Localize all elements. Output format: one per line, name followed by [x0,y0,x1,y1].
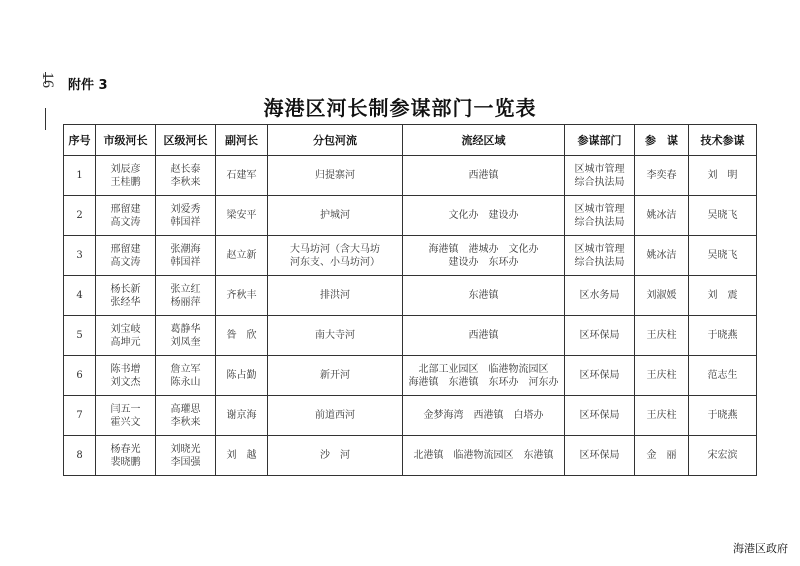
cell-area [403,156,565,196]
cell-city-chief-line: 刘辰彦 [110,163,141,175]
cell-district-chief-line: 葛静华 [170,323,201,335]
cell-deputy: 谢京海 [216,396,268,436]
cell-tech: 于晓燕 [689,316,757,356]
cell-advisor: 姚冰洁 [635,196,689,236]
cell-advisor: 金 丽 [635,436,689,476]
cell-no: 2 [64,196,96,236]
river-chief-table [63,124,757,476]
page-number: 16 [39,72,56,88]
cell-city-chief [96,396,156,436]
cell-district-chief-line: 刘凤奎 [170,336,201,348]
cell-river [268,436,403,476]
cell-dept [565,196,635,236]
header-advisor: 参 谋 [635,125,689,156]
cell-city-chief [96,316,156,356]
cell-district-chief-line: 韩国祥 [170,256,201,268]
footer-source: 海港区政府 [733,542,788,555]
cell-dept-line: 区环保局 [579,410,620,421]
cell-river [268,356,403,396]
cell-no: 7 [64,396,96,436]
cell-city-chief-line: 陈书增 [110,363,141,375]
cell-area-line: 西港镇 [468,170,499,181]
cell-advisor: 姚冰洁 [635,236,689,276]
header-deputy: 副河长 [216,125,268,156]
cell-deputy: 石建军 [216,156,268,196]
cell-no: 1 [64,156,96,196]
cell-river [268,236,403,276]
cell-city-chief-line: 高坤元 [110,336,141,348]
cell-city-chief [96,236,156,276]
cell-advisor: 王庆柱 [635,316,689,356]
cell-deputy: 刘 越 [216,436,268,476]
cell-city-chief-line: 裴晓鹏 [110,456,141,468]
cell-district-chief-line: 刘晓光 [170,443,201,455]
table-body [64,156,757,476]
cell-city-chief-line: 邢留建 [110,243,141,255]
header-dept: 参谋部门 [565,125,635,156]
header-area: 流经区域 [403,125,565,156]
cell-dept-line: 区城市管理 [574,163,625,175]
cell-area-line: 海港镇 港城办 文化办 [428,243,539,255]
cell-district-chief-line: 高瓘思 [170,403,201,415]
cell-river-line: 排洪河 [320,290,350,301]
header-no: 序号 [64,125,96,156]
cell-deputy: 赵立新 [216,236,268,276]
cell-city-chief-line: 高文涛 [110,256,141,268]
cell-area-line: 文化办 建设办 [448,210,519,221]
cell-area-line: 北部工业园区 临港物流园区 [418,363,549,375]
cell-city-chief-line: 张经华 [110,296,141,308]
cell-area [403,196,565,236]
cell-deputy: 陈占勤 [216,356,268,396]
table-row [64,356,757,396]
cell-area [403,396,565,436]
cell-river [268,316,403,356]
cell-city-chief-line: 王桂鹏 [110,176,141,188]
cell-district-chief-line: 陈永山 [170,376,201,388]
cell-river [268,396,403,436]
cell-tech: 于晓燕 [689,396,757,436]
cell-city-chief-line: 刘宝岐 [110,323,141,335]
cell-city-chief-line: 霍兴文 [110,416,141,428]
cell-district-chief-line: 张立红 [170,283,201,295]
cell-tech: 宋宏滨 [689,436,757,476]
cell-dept-line: 区环保局 [579,450,620,461]
cell-area-line: 建设办 东环办 [448,256,519,268]
cell-area-line: 金梦海湾 西港镇 白塔办 [423,410,544,421]
attachment-label: 附件 3 [68,78,108,93]
cell-district-chief-line: 李秋来 [170,176,201,188]
table-row [64,436,757,476]
cell-dept-line: 综合执法局 [574,256,625,268]
cell-district-chief-line: 詹立军 [170,363,201,375]
table-row [64,236,757,276]
cell-no: 6 [64,356,96,396]
cell-city-chief-line: 闫五一 [110,403,141,415]
cell-district-chief-line: 赵长泰 [170,163,201,175]
cell-district-chief-line: 杨丽萍 [170,296,201,308]
cell-city-chief-line: 高文涛 [110,216,141,228]
cell-no: 4 [64,276,96,316]
cell-city-chief [96,276,156,316]
cell-district-chief [156,316,216,356]
cell-area [403,356,565,396]
cell-city-chief [96,196,156,236]
cell-dept-line: 区城市管理 [574,203,625,215]
cell-advisor: 王庆柱 [635,356,689,396]
cell-dept-line: 区水务局 [579,290,620,301]
header-district-chief: 区级河长 [156,125,216,156]
table-row [64,316,757,356]
cell-dept [565,236,635,276]
cell-district-chief [156,156,216,196]
cell-district-chief-line: 李国强 [170,456,201,468]
cell-area [403,236,565,276]
cell-no: 3 [64,236,96,276]
cell-city-chief-line: 刘文杰 [110,376,141,388]
cell-district-chief [156,396,216,436]
cell-advisor: 刘淑媛 [635,276,689,316]
cell-dept-line: 区城市管理 [574,243,625,255]
cell-district-chief-line: 李秋来 [170,416,201,428]
page-title: 海港区河长制参谋部门一览表 [263,96,537,120]
cell-dept [565,316,635,356]
cell-river-line: 河东支、小马坊河） [290,256,380,268]
cell-district-chief [156,436,216,476]
cell-river-line: 南大寺河 [315,330,355,341]
cell-district-chief [156,196,216,236]
cell-area [403,276,565,316]
cell-river-line: 沙 河 [320,450,350,461]
cell-deputy: 梁安平 [216,196,268,236]
cell-district-chief-line: 韩国祥 [170,216,201,228]
cell-river-line: 前道西河 [315,410,355,421]
cell-no: 5 [64,316,96,356]
cell-area [403,316,565,356]
table-row [64,396,757,436]
cell-city-chief [96,356,156,396]
table-header-row [64,125,757,156]
cell-dept-line: 区环保局 [579,370,620,381]
cell-tech: 吴晓飞 [689,236,757,276]
cell-district-chief-line: 张潮海 [170,243,201,255]
cell-river [268,196,403,236]
cell-river-line: 大马坊河（含大马坊 [290,243,380,255]
cell-river [268,276,403,316]
cell-river-line: 归提寨河 [315,170,355,181]
cell-tech: 吴晓飞 [689,196,757,236]
cell-deputy: 昝 欣 [216,316,268,356]
cell-river-line: 护城河 [320,210,350,221]
cell-dept-line: 综合执法局 [574,176,625,188]
cell-advisor: 李奕春 [635,156,689,196]
cell-river-line: 新开河 [320,370,350,381]
cell-tech: 刘 明 [689,156,757,196]
cell-city-chief [96,156,156,196]
cell-dept [565,356,635,396]
cell-city-chief-line: 杨长新 [110,283,141,295]
cell-area [403,436,565,476]
cell-dept [565,276,635,316]
cell-dept-line: 区环保局 [579,330,620,341]
cell-deputy: 齐秋丰 [216,276,268,316]
cell-tech: 刘 震 [689,276,757,316]
cell-area-line: 东港镇 [468,290,499,301]
cell-district-chief [156,236,216,276]
cell-no: 8 [64,436,96,476]
cell-district-chief [156,356,216,396]
cell-city-chief [96,436,156,476]
cell-area-line: 海港镇 东港镇 东环办 河东办 [408,376,559,388]
cell-tech: 范志生 [689,356,757,396]
header-city-chief: 市级河长 [96,125,156,156]
cell-district-chief [156,276,216,316]
table-row [64,156,757,196]
table-row [64,276,757,316]
cell-area-line: 北港镇 临港物流园区 东港镇 [413,450,554,461]
cell-river [268,156,403,196]
cell-city-chief-line: 邢留建 [110,203,141,215]
table-row [64,196,757,236]
cell-dept [565,156,635,196]
header-river: 分包河流 [268,125,403,156]
cell-dept-line: 综合执法局 [574,216,625,228]
cell-dept [565,396,635,436]
cell-area-line: 西港镇 [468,330,499,341]
header-tech: 技术参谋 [689,125,757,156]
cell-city-chief-line: 杨春光 [110,443,141,455]
cell-district-chief-line: 刘爱秀 [170,203,201,215]
cell-dept [565,436,635,476]
cell-advisor: 王庆柱 [635,396,689,436]
